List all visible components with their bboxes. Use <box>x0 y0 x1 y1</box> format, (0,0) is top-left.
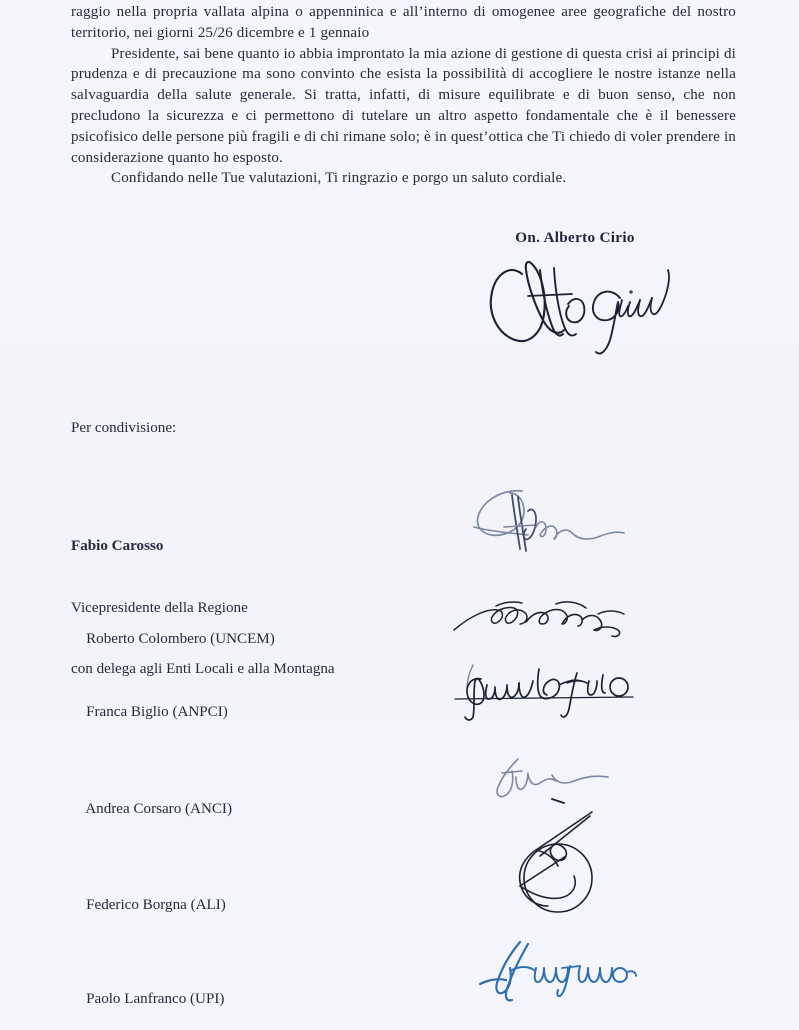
paragraph-1: raggio nella propria vallata alpina o appenninica e all’interno di omogenee aree geografiche del nostro territorio, nei giorni 25/26 dicembre e 1 gennaio <box>71 4 736 41</box>
share-entry-name: Franca Biglio (ANPCI) <box>86 703 228 720</box>
share-entry-franca-biglio <box>71 681 228 743</box>
sharing-label: Per condivisione: <box>71 420 177 436</box>
signature-andrea-corsaro <box>488 757 638 805</box>
share-entry-roberto-colombero <box>71 608 275 670</box>
signer-name: On. Alberto Cirio <box>515 229 635 246</box>
signature-federico-borgna <box>500 812 620 924</box>
share-entry-name: Paolo Lanfranco (UPI) <box>86 990 225 1007</box>
paragraph-3: Confidando nelle Tue valutazioni, Ti ringrazio e porgo un saluto cordiale. <box>111 170 567 187</box>
paragraph-2: Presidente, sai bene quanto io abbia improntato la mia azione di gestione di questa crisi ai principi di prudenza e di precauzione ma sono convinto che esista la possibilità di accogliere le nostre istanze nella salvaguardia della salute generale. Si tratta, infatti, di misure equilibrate e di buon senso, che non precludono la sicurezza e ci permettono di tutelare un altro aspetto fondamentale che è il benessere psicofisico delle persone più fragili e di chi rimane solo; è in quest’ottica che Ti chiedo di voler prendere in considerazione quanto ho esposto. <box>71 45 736 166</box>
signature-paolo-lanfranco <box>480 940 655 1002</box>
share-entry-andrea-corsaro <box>71 778 232 840</box>
share-entry-paolo-lanfranco <box>71 968 224 1030</box>
share-entry-name: Roberto Colombero (UNCEM) <box>86 630 275 647</box>
share-entry-name: Federico Borgna (ALI) <box>86 896 226 913</box>
signature-roberto-colombero <box>452 596 657 642</box>
letter-body <box>71 2 736 189</box>
signature-franca-biglio <box>455 663 660 723</box>
share-entry-name: Fabio Carosso <box>71 538 164 554</box>
share-entry-role-line-1: Vicepresidente della Regione <box>71 599 248 616</box>
share-entry-federico-borgna <box>71 874 226 936</box>
signature-fabio-carosso <box>462 485 652 565</box>
share-entry-name: Andrea Corsaro (ANCI) <box>85 800 232 817</box>
signature-alberto-cirio <box>470 252 700 357</box>
share-entry-role-line-2: con delega agli Enti Locali e alla Montagna <box>71 661 335 677</box>
